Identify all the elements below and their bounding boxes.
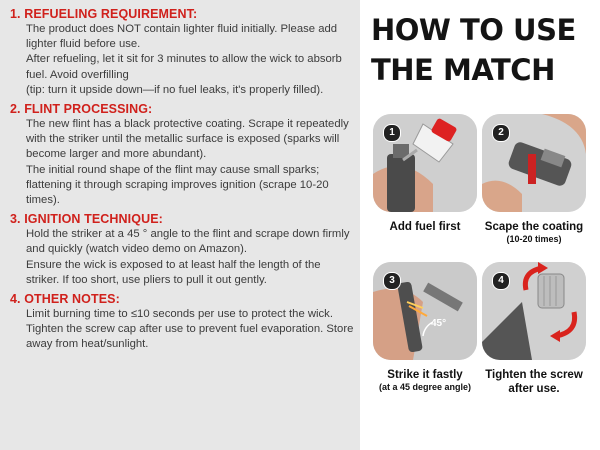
page-title xyxy=(371,10,596,90)
step-strike xyxy=(370,262,480,393)
step-photo xyxy=(482,262,586,360)
step-subcaption: (10-20 times) xyxy=(506,234,562,244)
step-photo xyxy=(482,114,586,212)
step-number-badge: 1 xyxy=(383,124,401,142)
section-flint xyxy=(10,102,354,208)
section-text: Limit burning time to ≤10 seconds per use to protect the wick. xyxy=(26,308,333,321)
step-caption: Add fuel first xyxy=(389,221,461,233)
step-photo xyxy=(373,114,477,212)
angle-label: 45° xyxy=(431,318,447,329)
section-text: The new flint has a black protective coating. Scrape it repeatedly with the striker until the metallic surface is exposed (sparks will become larger and more abundant). xyxy=(26,118,349,161)
step-scrape xyxy=(479,114,589,245)
section-text: After refueling, let it sit for 3 minutes to allow the wick to absorb fuel. Avoid overfilling xyxy=(26,53,342,81)
step-photo xyxy=(373,262,477,360)
section-text: The initial round shape of the flint may cause small sparks; flattening it through scraping improves ignition (scrape 10-20 times). xyxy=(26,163,329,207)
section-heading: 3. IGNITION TECHNIQUE: xyxy=(10,212,163,227)
section-notes xyxy=(10,292,354,353)
step-caption: Strike it fastly xyxy=(387,369,463,381)
section-text: (tip: turn it upside down—if no fuel leaks, it's properly filled). xyxy=(26,83,324,96)
section-heading: 2. FLINT PROCESSING: xyxy=(10,102,153,117)
step-number-badge: 3 xyxy=(383,272,401,290)
section-text: The product does NOT contain lighter fluid initially. Please add lighter fluid before use. xyxy=(26,23,338,51)
step-caption: Tighten the screw after use. xyxy=(485,369,583,395)
section-heading: 1. REFUELING REQUIREMENT: xyxy=(10,7,198,21)
section-refueling xyxy=(10,7,354,98)
section-text: Tighten the screw cap after use to prevent fuel evaporation. Store away from heat/sunlight. xyxy=(26,323,354,351)
step-tighten xyxy=(479,262,589,396)
step-caption: Scape the coating xyxy=(484,221,584,233)
title-line: HOW TO USE xyxy=(371,13,576,47)
section-heading: 4. OTHER NOTES: xyxy=(10,292,120,307)
section-text: Ensure the wick is exposed to at least half the length of the striker. If too short, use pliers to pull it out gently. xyxy=(26,258,321,286)
step-add-fuel xyxy=(370,114,480,234)
section-text: Hold the striker at a 45 ° angle to the flint and scrape down firmly and quickly (watch video demo on Amazon). xyxy=(26,228,350,256)
step-number-badge: 2 xyxy=(492,124,510,142)
step-subcaption: (at a 45 degree angle) xyxy=(378,382,472,392)
section-ignition xyxy=(10,212,354,288)
step-number-badge: 4 xyxy=(492,272,510,290)
title-line: THE MATCH xyxy=(371,53,555,87)
